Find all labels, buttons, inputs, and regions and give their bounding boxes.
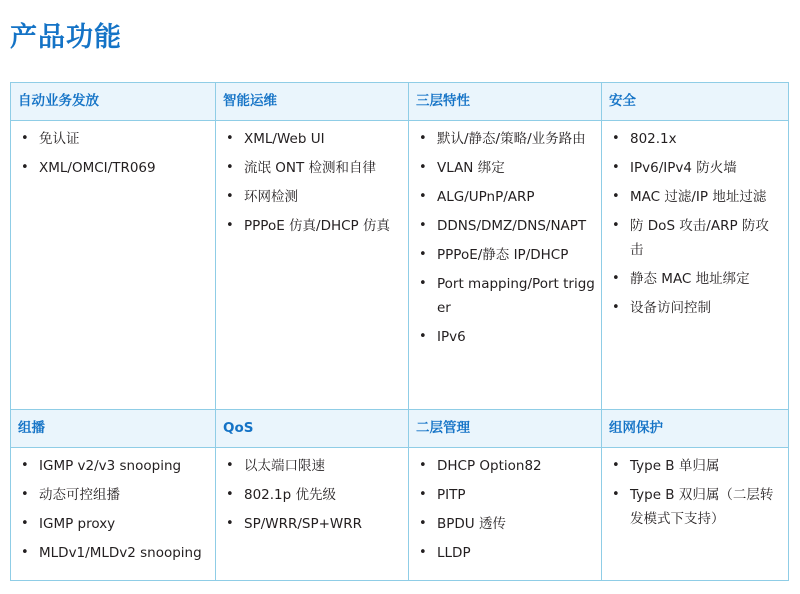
section-header-security: 安全 [609, 93, 636, 109]
feature-item [222, 156, 402, 180]
header-cell [216, 83, 409, 121]
bullet-icon: • [226, 487, 234, 502]
feature-item-text: ALG/UPnP/ARP [437, 189, 535, 205]
feature-list [11, 121, 215, 195]
header-cell [11, 410, 216, 448]
feature-item [222, 127, 402, 151]
feature-item-text: BPDU 透传 [437, 516, 506, 532]
bullet-icon: • [612, 218, 620, 233]
section-header-auto-provisioning: 自动业务发放 [18, 93, 99, 109]
feature-item [17, 541, 209, 565]
feature-item-text: IGMP proxy [39, 516, 116, 532]
bullet-icon: • [419, 516, 427, 531]
bullet-icon: • [21, 160, 29, 175]
feature-item-text: 免认证 [39, 131, 80, 147]
feature-list [216, 448, 408, 551]
feature-cell [11, 448, 216, 581]
bullet-icon: • [419, 329, 427, 344]
feature-item [608, 267, 782, 291]
feature-item [222, 483, 402, 507]
feature-item-text: IGMP v2/v3 snooping [39, 458, 182, 474]
feature-item-text: MLDv1/MLDv2 snooping [39, 545, 202, 561]
feature-item-text: 设备访问控制 [630, 300, 711, 316]
bullet-icon: • [612, 487, 620, 502]
bullet-icon: • [226, 189, 234, 204]
feature-item-text: PITP [437, 487, 466, 503]
feature-item-text: 动态可控组播 [39, 487, 120, 503]
feature-item [415, 185, 595, 209]
feature-item-text: IPv6/IPv4 防火墙 [630, 160, 737, 176]
feature-cell [409, 448, 602, 581]
bullet-icon: • [21, 516, 29, 531]
feature-item [17, 156, 209, 180]
feature-item-text: XML/Web UI [244, 131, 325, 147]
bullet-icon: • [21, 131, 29, 146]
feature-item [415, 325, 595, 349]
bullet-icon: • [612, 300, 620, 315]
feature-list [602, 448, 788, 546]
bullet-icon: • [612, 271, 620, 286]
feature-item [222, 454, 402, 478]
bullet-icon: • [419, 189, 427, 204]
bullet-icon: • [226, 516, 234, 531]
feature-item [222, 185, 402, 209]
bullet-icon: • [419, 247, 427, 262]
bullet-icon: • [419, 458, 427, 473]
feature-item [415, 483, 595, 507]
feature-item-text: PPPoE 仿真/DHCP 仿真 [244, 218, 390, 234]
bullet-icon: • [612, 160, 620, 175]
feature-item [17, 454, 209, 478]
bullet-icon: • [419, 218, 427, 233]
feature-item-text: Port mapping/Port trigger [437, 276, 595, 316]
bullet-icon: • [226, 131, 234, 146]
feature-item-text: MAC 过滤/IP 地址过滤 [630, 189, 767, 205]
feature-item [608, 185, 782, 209]
header-cell [216, 410, 409, 448]
feature-list [11, 448, 215, 580]
page-title: 产品功能 [10, 22, 122, 53]
bullet-icon: • [612, 189, 620, 204]
feature-item-text: Type B 双归属（二层转发模式下支持） [630, 487, 774, 527]
bullet-icon: • [419, 545, 427, 560]
header-cell [602, 83, 789, 121]
section-header-layer3: 三层特性 [416, 93, 470, 109]
feature-item-text: PPPoE/静态 IP/DHCP [437, 247, 569, 263]
feature-item-text: 以太端口限速 [244, 458, 325, 474]
feature-list [216, 121, 408, 253]
feature-item [17, 127, 209, 151]
feature-item-text: DHCP Option82 [437, 458, 542, 474]
bullet-icon: • [226, 218, 234, 233]
feature-cell [216, 448, 409, 581]
feature-list [409, 448, 601, 580]
section-header-network-protection: 组网保护 [609, 420, 663, 436]
feature-item-text: LLDP [437, 545, 471, 561]
feature-list [602, 121, 788, 335]
feature-item [415, 156, 595, 180]
bullet-icon: • [226, 458, 234, 473]
feature-item [17, 512, 209, 536]
feature-item-text: 默认/静态/策略/业务路由 [437, 131, 586, 147]
bullet-icon: • [612, 131, 620, 146]
feature-cell [602, 448, 789, 581]
feature-item-text: 802.1x [630, 131, 677, 147]
body-row-1 [11, 121, 789, 410]
feature-item-text: VLAN 绑定 [437, 160, 505, 176]
feature-item [608, 454, 782, 478]
bullet-icon: • [419, 276, 427, 291]
feature-item-text: 802.1p 优先级 [244, 487, 337, 503]
body-row-2 [11, 448, 789, 581]
section-header-multicast: 组播 [18, 420, 45, 436]
feature-cell [409, 121, 602, 410]
bullet-icon: • [21, 545, 29, 560]
feature-item [608, 127, 782, 151]
feature-item [17, 483, 209, 507]
feature-item [415, 243, 595, 267]
feature-item-text: 防 DoS 攻击/ARP 防攻击 [630, 218, 769, 258]
feature-item [415, 512, 595, 536]
section-header-layer2: 二层管理 [416, 420, 470, 436]
header-cell [11, 83, 216, 121]
bullet-icon: • [419, 487, 427, 502]
section-header-smart-ops: 智能运维 [223, 93, 277, 109]
section-header-qos: QoS [223, 420, 254, 436]
feature-table [10, 82, 789, 581]
bullet-icon: • [612, 458, 620, 473]
header-row-2 [11, 410, 789, 448]
feature-item [608, 483, 782, 531]
header-row-1 [11, 83, 789, 121]
feature-item [608, 156, 782, 180]
feature-item [415, 454, 595, 478]
bullet-icon: • [21, 487, 29, 502]
feature-item-text: 环网检测 [244, 189, 298, 205]
feature-cell [216, 121, 409, 410]
feature-item-text: IPv6 [437, 329, 466, 345]
feature-item-text: SP/WRR/SP+WRR [244, 516, 363, 532]
feature-cell [602, 121, 789, 410]
feature-item-text: XML/OMCI/TR069 [39, 160, 156, 176]
feature-item [608, 296, 782, 320]
feature-item [415, 541, 595, 565]
bullet-icon: • [226, 160, 234, 175]
feature-item [415, 214, 595, 238]
feature-item [222, 512, 402, 536]
feature-item-text: 流氓 ONT 检测和自律 [244, 160, 377, 176]
bullet-icon: • [21, 458, 29, 473]
bullet-icon: • [419, 131, 427, 146]
header-cell [602, 410, 789, 448]
feature-cell [11, 121, 216, 410]
feature-item-text: 静态 MAC 地址绑定 [630, 271, 750, 287]
feature-item-text: Type B 单归属 [630, 458, 720, 474]
header-cell [409, 410, 602, 448]
feature-item [415, 127, 595, 151]
feature-list [409, 121, 601, 364]
feature-item-text: DDNS/DMZ/DNS/NAPT [437, 218, 587, 234]
feature-item [222, 214, 402, 238]
feature-item [608, 214, 782, 262]
header-cell [409, 83, 602, 121]
feature-item [415, 272, 595, 320]
bullet-icon: • [419, 160, 427, 175]
